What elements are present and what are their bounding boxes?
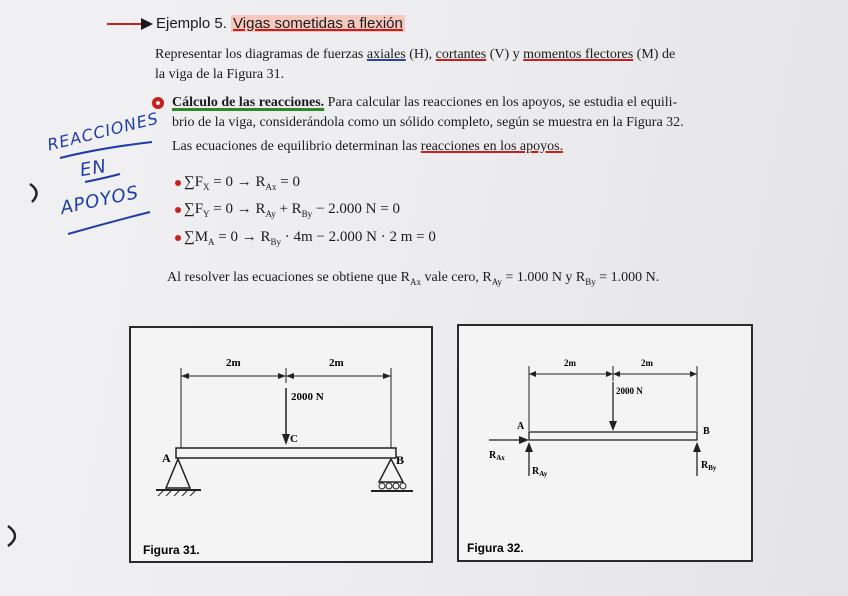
handwritten-underline-marks (40, 140, 160, 240)
dim-left-label: 2m (226, 357, 241, 369)
r-by-label: $R_{By}$ (701, 460, 717, 472)
intro-line-2: la viga de la Figura 31. (155, 67, 285, 82)
figure-32-caption: Figura 32. (467, 541, 524, 555)
beam-shape (529, 432, 697, 440)
load-label: 2000 N (616, 386, 643, 396)
point-a-label: A (162, 451, 171, 465)
bullet-dot-icon (175, 235, 181, 241)
point-a-label: A (517, 421, 525, 432)
binder-hole-icon (2, 522, 24, 550)
figure-31 (129, 326, 433, 563)
beam-shape (176, 448, 396, 458)
dim-left-label: 2m (564, 358, 576, 368)
point-b-label: B (396, 453, 405, 467)
point-b-label: B (703, 426, 710, 437)
figure-31-diagram (131, 328, 431, 561)
result-sentence: Al resolver las ecuaciones se obtiene que $R_{Ax}$ vale cero, $R_{Ay} = 1.000$ N y $R_{By} = 1.000$ N. (167, 270, 660, 287)
red-arrow-icon (105, 16, 155, 32)
bullet-dot-icon (175, 180, 181, 186)
handwritten-note-line-2: EN (78, 155, 109, 182)
page-title (156, 15, 405, 32)
equilibrium-sentence: Las ecuaciones de equilibrio determinan las reacciones en los apoyos. (172, 139, 564, 154)
load-label: 2000 N (291, 391, 324, 403)
dim-right-label: 2m (641, 358, 653, 368)
example-number: Ejemplo 5. (156, 15, 232, 32)
calc-line-1: Cálculo de las reacciones. Para calcular las reacciones en los apoyos, se estudia el equili- (172, 95, 678, 110)
calc-line-2: brio de la viga, considerándola como un sólido completo, según se muestra en la Figura 32. (172, 115, 684, 130)
handwritten-note-line-3: APOYOS (58, 181, 141, 220)
binder-hole-icon (24, 180, 46, 206)
intro-line-1: Representar los diagramas de fuerzas axiales (H), cortantes (V) y momentos flectores (M) de (155, 47, 676, 62)
calc-paragraph (172, 93, 684, 133)
equation-3: $\sum M_A = 0 \to R_{By} \cdot 4m - 2.000$ N · 2 m = 0 (175, 229, 436, 247)
figure-32 (457, 324, 753, 562)
point-c-label: C (290, 433, 298, 445)
figure-31-caption: Figura 31. (143, 543, 200, 557)
equation-2: $\sum F_Y = 0 \to R_{Ay} + R_{By} - 2.000$ N = 0 (175, 201, 400, 219)
bullet-dot-icon (175, 207, 181, 213)
r-ay-label: $R_{Ay}$ (532, 466, 548, 478)
equation-1: $\sum F_X = 0 \to R_{Ax} = 0$ (175, 174, 300, 192)
dim-right-label: 2m (329, 357, 344, 369)
r-ax-label: $R_{Ax}$ (489, 450, 505, 462)
figure-32-diagram (459, 326, 751, 560)
intro-paragraph (155, 45, 675, 85)
handwritten-note-line-1: REACCIONES (45, 108, 161, 155)
example-title: Vigas sometidas a flexión (233, 15, 403, 32)
